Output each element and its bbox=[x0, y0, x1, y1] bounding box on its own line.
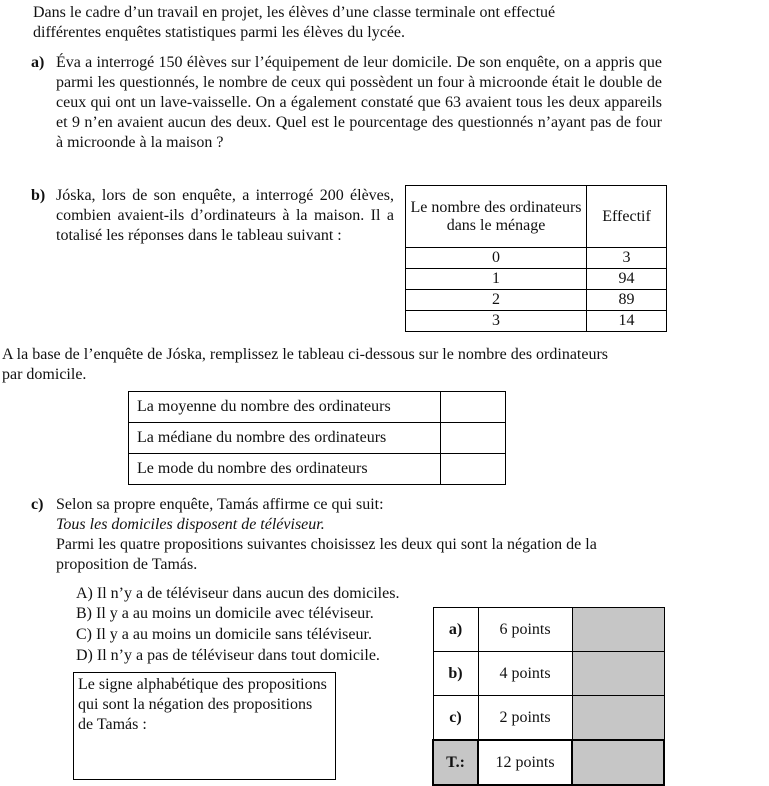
table-row bbox=[406, 290, 667, 311]
mode-answer-cell[interactable] bbox=[441, 454, 506, 485]
part-a-text: Éva a interrogé 150 élèves sur l’équipement de leur domicile. De son enquête, on a appris que parmi les questionnés, le nombre de ceux qui possèdent un four à microonde était le double de ceux qui ont un lave-vaisselle. On a également constaté que 63 avaient tous les deux appareils et 9 n’en avaient aucun des deux. Quel est le pourcentage des questionnés n’ayant pas de four à microonde à la maison ? bbox=[56, 54, 662, 151]
part-a-label: a) bbox=[31, 54, 45, 71]
part-b-instruction: A la base de l’enquête de Jóska, remplissez le tableau ci-dessous sur le nombre des ordinateurs par domicile. bbox=[2, 346, 609, 383]
score-points: 2 points bbox=[478, 696, 572, 741]
table-row bbox=[406, 311, 667, 332]
score-points: 6 points bbox=[478, 608, 572, 652]
option-a: A) Il n’y a de téléviseur dans aucun des domiciles. bbox=[76, 585, 400, 602]
score-grade-cell[interactable] bbox=[572, 608, 664, 652]
part-c-label: c) bbox=[31, 496, 44, 513]
header-frequency: Effectif bbox=[587, 186, 667, 248]
option-c: C) Il y a au moins un domicile sans téléviseur. bbox=[76, 626, 372, 643]
cell-count: 2 bbox=[406, 290, 587, 311]
median-answer-cell[interactable] bbox=[441, 423, 506, 454]
mean-label: La moyenne du nombre des ordinateurs bbox=[129, 392, 441, 423]
score-label: b) bbox=[433, 652, 478, 696]
part-b-text: Jóska, lors de son enquête, a interrogé 200 élèves, combien avaient-ils d’ordinateurs à la maison. Il a totalisé les réponses dans le tableau suivant : bbox=[56, 187, 394, 244]
intro-text: Dans le cadre d’un travail en projet, les élèves d’une classe terminale ont effectué différentes enquêtes statistiques parmi les élèves du lycée. bbox=[33, 4, 556, 41]
score-grade-cell[interactable] bbox=[572, 652, 664, 696]
part-c-statement: Tous les domiciles disposent de téléviseur. bbox=[56, 516, 325, 533]
cell-frequency: 89 bbox=[587, 290, 667, 311]
score-total-label: T.: bbox=[433, 740, 478, 785]
table-row bbox=[129, 454, 506, 485]
cell-count: 0 bbox=[406, 248, 587, 269]
option-b: B) Il y a au moins un domicile avec téléviseur. bbox=[76, 605, 374, 622]
cell-frequency: 14 bbox=[587, 311, 667, 332]
score-label: a) bbox=[433, 608, 478, 652]
table-row bbox=[129, 392, 506, 423]
score-row bbox=[433, 608, 664, 652]
score-label: c) bbox=[433, 696, 478, 741]
mode-label: Le mode du nombre des ordinateurs bbox=[129, 454, 441, 485]
answer-box[interactable] bbox=[73, 672, 336, 780]
table-row bbox=[129, 423, 506, 454]
median-label: La médiane du nombre des ordinateurs bbox=[129, 423, 441, 454]
answer-box-label: Le signe alphabétique des propositions qui sont la négation des propositions de Tamás : bbox=[78, 676, 327, 733]
score-total-row bbox=[433, 740, 664, 785]
header-computers: Le nombre des ordinateurs dans le ménage bbox=[406, 186, 587, 248]
option-d: D) Il n’y a pas de téléviseur dans tout domicile. bbox=[76, 647, 380, 664]
score-table bbox=[432, 607, 665, 786]
score-points: 4 points bbox=[478, 652, 572, 696]
part-b-label: b) bbox=[31, 187, 46, 204]
score-total-grade-cell[interactable] bbox=[572, 740, 664, 785]
cell-count: 3 bbox=[406, 311, 587, 332]
cell-count: 1 bbox=[406, 269, 587, 290]
cell-frequency: 94 bbox=[587, 269, 667, 290]
table-row bbox=[406, 269, 667, 290]
table-row bbox=[406, 248, 667, 269]
part-c-line1: Selon sa propre enquête, Tamás affirme ce qui suit: bbox=[56, 496, 384, 513]
part-c-question: Parmi les quatre propositions suivantes choisissez les deux qui sont la négation de la proposition de Tamás. bbox=[56, 536, 597, 573]
score-row bbox=[433, 696, 664, 741]
computers-frequency-table bbox=[405, 185, 667, 332]
statistics-answer-table bbox=[128, 391, 506, 485]
cell-frequency: 3 bbox=[587, 248, 667, 269]
mean-answer-cell[interactable] bbox=[441, 392, 506, 423]
score-grade-cell[interactable] bbox=[572, 696, 664, 741]
score-row bbox=[433, 652, 664, 696]
score-total-points: 12 points bbox=[478, 740, 572, 785]
